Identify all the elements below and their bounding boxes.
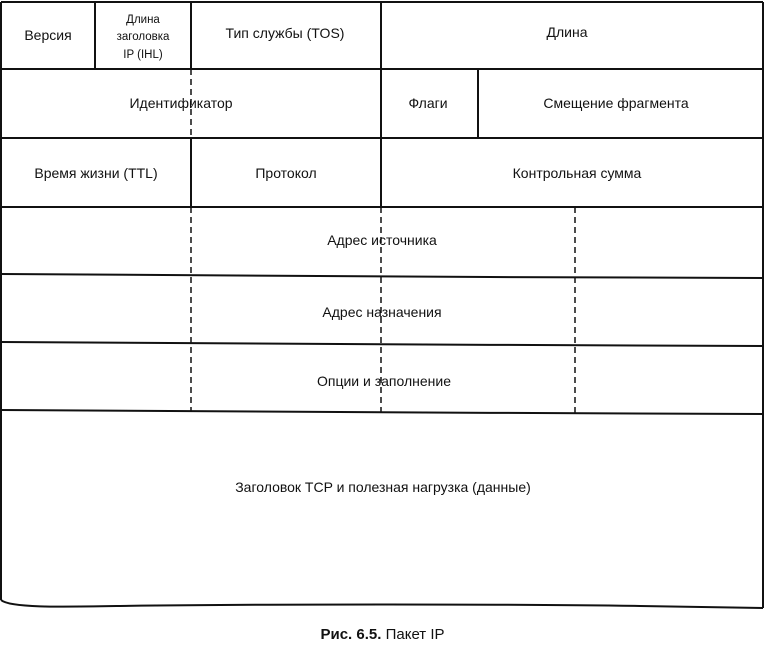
field-ihl-line1: Длина	[126, 14, 160, 26]
field-source-address: Адрес источника	[327, 232, 437, 248]
field-options-padding: Опции и заполнение	[316, 373, 452, 389]
field-ttl: Время жизни (TTL)	[34, 165, 158, 181]
field-checksum: Контрольная сумма	[512, 165, 642, 181]
figure-number: Рис. 6.5.	[320, 626, 382, 643]
field-version: Версия	[24, 27, 72, 43]
field-payload: Заголовок TCP и полезная нагрузка (данные)	[235, 479, 531, 495]
field-ihl-line3: IP (IHL)	[123, 49, 163, 61]
field-ihl-line2: заголовка	[116, 31, 170, 43]
field-identifier: Идентификатор	[129, 95, 233, 111]
field-fragment-offset: Смещение фрагмента	[543, 95, 689, 111]
field-flags: Флаги	[408, 95, 448, 111]
figure-title: Пакет IP	[385, 626, 445, 643]
figure-caption	[0, 626, 765, 643]
field-total-length: Длина	[546, 24, 588, 40]
field-destination-address: Адрес назначения	[322, 304, 442, 320]
field-tos: Тип службы (TOS)	[225, 25, 345, 41]
field-protocol: Протокол	[255, 165, 317, 181]
